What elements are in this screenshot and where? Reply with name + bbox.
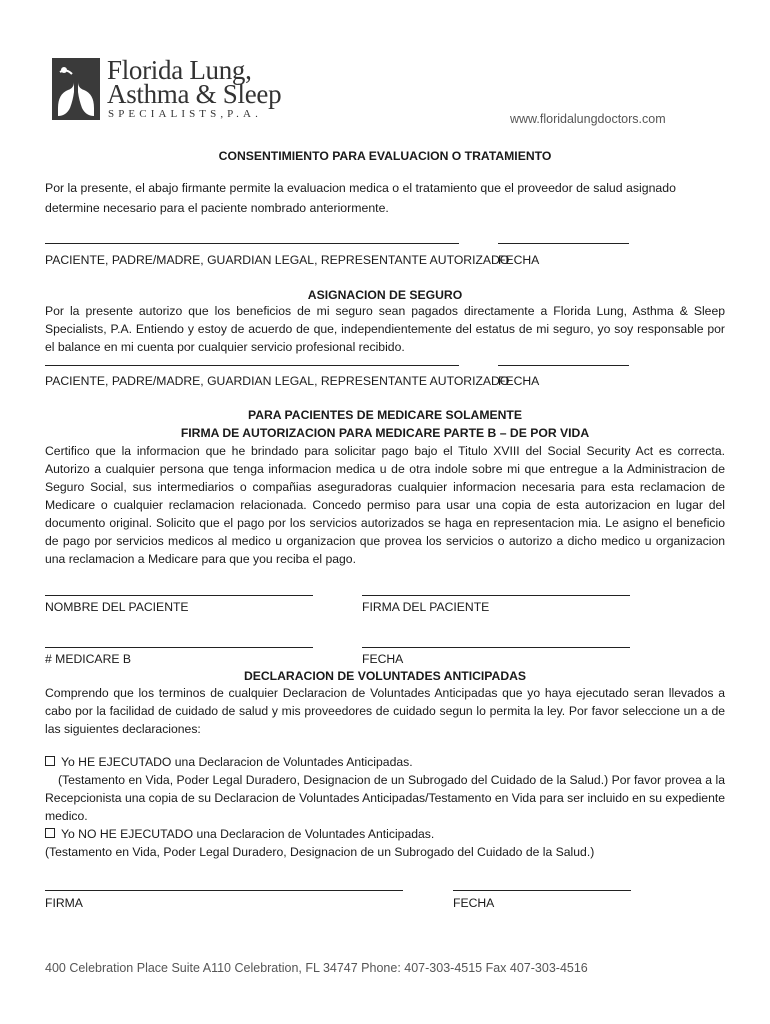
patient-name-label: NOMBRE DEL PACIENTE [45,600,189,614]
insurance-title: ASIGNACION DE SEGURO [307,288,463,302]
not-executed-note: (Testamento en Vida, Poder Legal Duradero, Designacion de un Subrogado del Cuidado de la Salud.) [45,845,595,859]
not-executed-checkbox[interactable] [45,828,55,838]
website-link[interactable]: www.floridalungdoctors.com [510,112,666,126]
medicare-body: Certifico que la informacion que he brindado para solicitar pago bajo el Titulo XVIII del Social Security Act es correcta. Autorizo a cualquier persona que tenga informacion medica u de otra indole sobre mi que entregue a la Administracion de Seguro Social, sus intermediarios o compañias aseguradoras cualquier informacion necesaria para esta reclamacion de Medicare o cualquier reclamacion relacionada. Concedo permiso para usar una copia de esta autorizacion en lugar del documento original. Solicito que el pago por los servicios autorizados se haga en representacion mia. Le asigno el beneficio de pago por servicios medicos al medico u organizacion que provea los servicios o autorizo a dicho medico u organizacion una reclamacion a Medicare para que you reciba el pago. [45,444,725,566]
medicare-date-line[interactable] [362,647,630,648]
insurance-signature-label: PACIENTE, PADRE/MADRE, GUARDIAN LEGAL, REPRESENTANTE AUTORIZADO [45,374,510,388]
logo-text-line3: SPECIALISTS,P.A. [108,108,262,120]
patient-signature-label: FIRMA DEL PACIENTE [362,600,490,614]
directive-option-executed[interactable] [45,753,725,771]
final-signature-label: FIRMA [45,896,83,910]
footer-contact: 400 Celebration Place Suite A110 Celebration, FL 34747 Phone: 407-303-4515 Fax 407-303-4516 [45,961,588,975]
logo-text-line1: Florida Lung, [107,55,252,85]
directives-title: DECLARACION DE VOLUNTADES ANTICIPADAS [243,669,527,683]
executed-label: Yo HE EJECUTADO una Declaracion de Voluntades Anticipadas. [61,755,413,769]
consent-signature-label: PACIENTE, PADRE/MADRE, GUARDIAN LEGAL, REPRESENTANTE AUTORIZADO [45,253,510,267]
patient-signature-line[interactable] [362,595,630,596]
directive-option-not-executed[interactable] [45,825,725,843]
insurance-signature-line[interactable] [45,365,459,366]
final-signature-line[interactable] [45,890,403,891]
consent-title: CONSENTIMIENTO PARA EVALUACION O TRATAMIENTO [218,149,552,163]
not-executed-label: Yo NO HE EJECUTADO una Declaracion de Voluntades Anticipadas. [61,827,435,841]
medicare-title: PARA PACIENTES DE MEDICARE SOLAMENTE [247,408,522,422]
logo-icon [52,58,100,120]
insurance-date-line[interactable] [498,365,629,366]
logo-text-line2: Asthma & Sleep [107,79,282,109]
executed-note: (Testamento en Vida, Poder Legal Duradero, Designacion de un Subrogado del Cuidado de la Salud.) Por favor provea a la Recepcionista una copia de su Declaracion de Voluntades Anticipadas/Testamento en Vida para ser incluido en su expediente medico. [45,773,726,823]
insurance-body: Por la presente autorizo que los beneficios de mi seguro sean pagados directamente a Florida Lung, Asthma & Sleep Specialists, P.A. Entiendo y estoy de acuerdo de que, independientemente del estatus de mi seguro, yo soy responsable por el balance en mi cuenta por cualquier servicio profesional recibido. [45,304,725,354]
executed-checkbox[interactable] [45,756,55,766]
consent-signature-line[interactable] [45,243,459,244]
final-date-label: FECHA [453,896,495,910]
consent-date-line[interactable] [498,243,629,244]
final-date-line[interactable] [453,890,631,891]
insurance-date-label: FECHA [498,374,540,388]
medicare-number-label: # MEDICARE B [45,652,132,666]
medicare-date-label: FECHA [362,652,404,666]
patient-name-line[interactable] [45,595,313,596]
consent-body: Por la presente, el abajo firmante permite la evaluacion medica o el tratamiento que el proveedor de salud asignado determine necesario para el paciente nombrado anteriormente. [45,181,676,215]
medicare-subtitle: FIRMA DE AUTORIZACION PARA MEDICARE PARTE B – DE POR VIDA [180,426,590,440]
medicare-number-line[interactable] [45,647,313,648]
consent-date-label: FECHA [498,253,540,267]
directives-body: Comprendo que los terminos de cualquier Declaracion de Voluntades Anticipadas que yo haya ejecutado seran llevados a cabo por la facilidad de cuidado de salud y mis proveedores de cuidado segun lo permita la ley. Por favor seleccione un a de las siguientes declaraciones: [45,686,725,736]
